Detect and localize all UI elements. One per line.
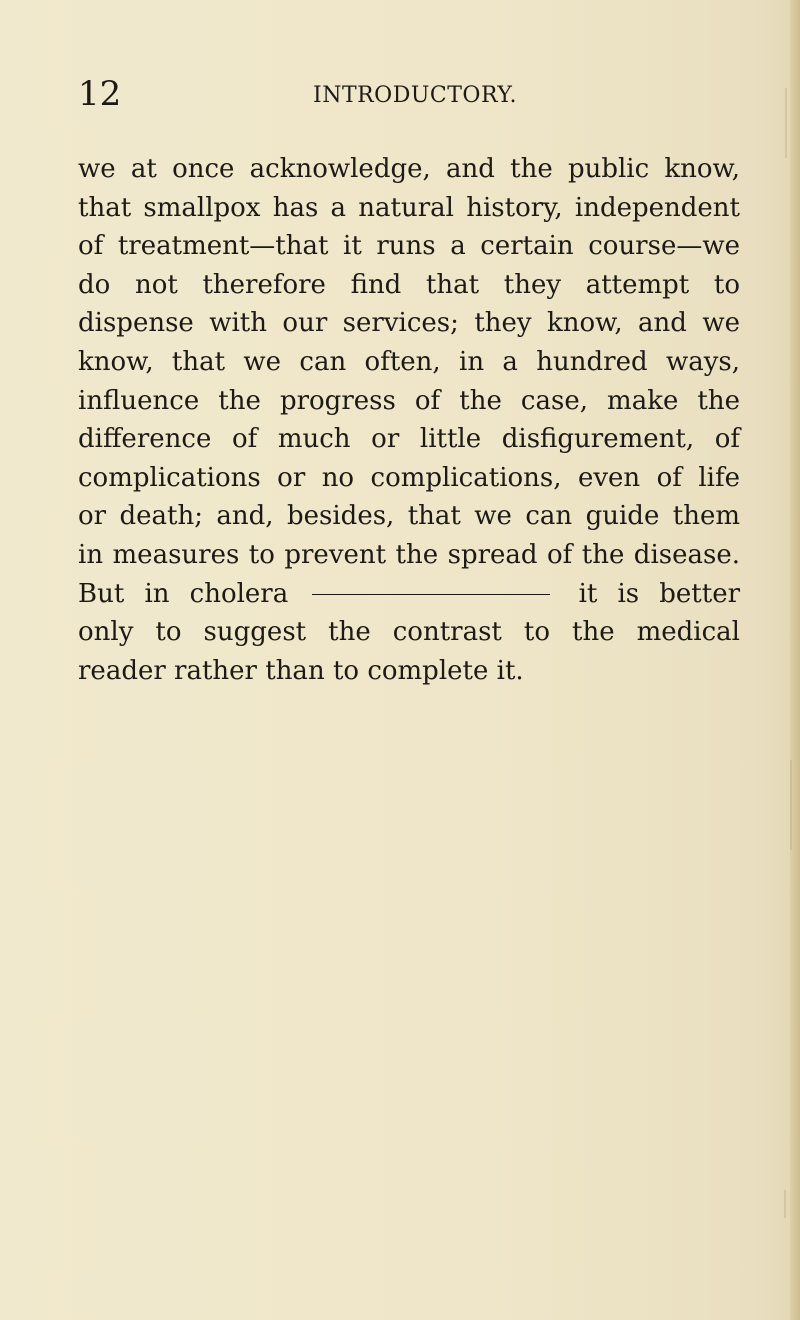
body-paragraph [78,150,740,690]
paper-mark [790,760,792,850]
text-line: of treatment—that it runs a certain course—we [78,231,740,262]
text-line: we at once acknowledge, and the public know, [78,154,740,184]
text-line: only to suggest the contrast to the medical [78,617,740,648]
text-after-elision: it is better [578,578,741,609]
text-line: know, that we can often, in a hundred ways, [78,346,740,377]
text-line: complications or no complications, even of life [78,462,740,493]
text-line: difference of much or little disfigurement, of [78,424,740,455]
text-line: in measures to prevent the spread of the disease. [78,539,740,570]
text-line: influence the progress of the case, make the [78,385,740,416]
text-line: do not therefore find that they attempt to [78,269,740,300]
page-header [78,74,740,114]
text-line-last: reader rather than to complete it. [78,655,524,686]
page-number: 12 [78,74,122,114]
page-edge-shadow [790,0,800,1320]
paper-mark [784,1190,786,1218]
text-line: or death; and, besides, that we can guide them [78,501,740,532]
paper-mark [785,88,787,158]
elision-rule [312,594,550,595]
text-line: that smallpox has a natural history, independent [78,192,740,223]
text-before-elision: But in cholera [78,578,289,609]
elided-line [78,575,740,614]
text-line: dispense with our services; they know, and we [78,308,740,339]
running-head: INTRODUCTORY. [313,83,518,108]
